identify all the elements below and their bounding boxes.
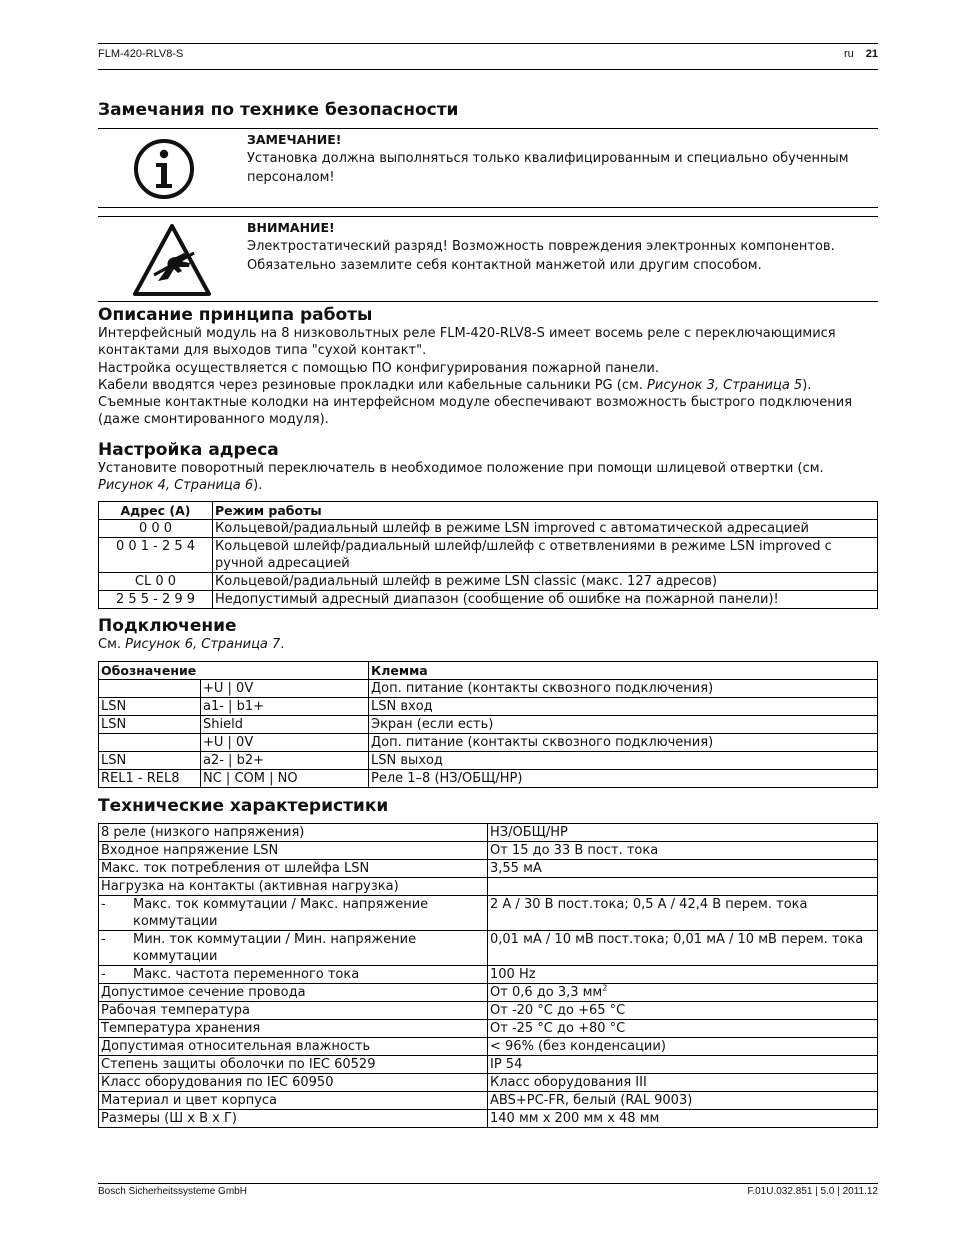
caution-text-2: Обязательно заземлите себя контактной манжетой или другим способом. [247, 258, 762, 273]
footer-doc-ref: F.01U.032.851 | 5.0 | 2011.12 [747, 1186, 878, 1197]
terminal-cell: Реле 1–8 (НЗ/ОБЩ/НР) [369, 770, 878, 788]
signal-cell: +U | 0V [201, 680, 369, 698]
table-header-row [99, 502, 878, 520]
table-row [99, 878, 878, 896]
designation-cell [99, 680, 201, 698]
table-row [99, 573, 878, 591]
connection-text-body: См. [98, 637, 126, 652]
designation-cell: REL1 - REL8 [99, 770, 201, 788]
signal-cell: NC | COM | NO [201, 770, 369, 788]
spec-name: Допустимое сечение провода [99, 984, 488, 1002]
spec-name: Температура хранения [99, 1020, 488, 1038]
notice-text: Установка должна выполняться только квалифицированным и специально обученным персоналом! [247, 151, 849, 185]
terminal-cell: LSN выход [369, 752, 878, 770]
safety-heading: Замечания по технике безопасности [98, 100, 459, 120]
figure-ref-3[interactable]: Рисунок 3, Страница 5 [647, 377, 803, 393]
table-row [99, 520, 878, 538]
table-row [99, 842, 878, 860]
esd-warning-icon [132, 223, 212, 297]
info-icon [132, 137, 196, 201]
spec-name: Размеры (Ш x В x Г) [99, 1110, 488, 1128]
table-row [99, 931, 878, 966]
table-row [99, 770, 878, 788]
spec-name: 8 реле (низкого напряжения) [99, 824, 488, 842]
list-dash: - [101, 932, 106, 947]
spec-value: 140 мм x 200 мм x 48 мм [488, 1110, 878, 1128]
figure-ref-4[interactable]: Рисунок 4, Страница 6 [98, 478, 254, 494]
page-info [844, 48, 878, 60]
description-p4: Съемные контактные колодки на интерфейсном модуле обеспечивают возможность быстрого подключения (даже смонтированного модуля). [98, 395, 853, 428]
list-dash: - [101, 967, 106, 982]
connection-text-end: . [280, 637, 285, 652]
spec-name: Нагрузка на контакты (активная нагрузка) [99, 878, 488, 896]
address-cell: CL 0 0 [99, 573, 213, 591]
doc-id: FLM-420-RLV8-S [98, 48, 184, 60]
address-text-body: Установите поворотный переключатель в необходимое положение при помощи шлицевой отвертки (см. [98, 461, 824, 476]
spec-value: 2 A / 30 В пост.тока; 0,5 A / 42,4 В перем. тока [488, 896, 878, 931]
header-top-rule [98, 43, 878, 44]
notice-title: ЗАМЕЧАНИЕ! [247, 132, 342, 147]
connection-heading: Подключение [98, 616, 237, 636]
spec-name-text: Макс. частота переменного тока [133, 967, 360, 982]
spec-value: 0,01 мА / 10 мВ пост.тока; 0,01 мА / 10 мВ перем. тока [488, 931, 878, 966]
list-dash: - [101, 897, 106, 912]
spec-name-text: Макс. ток коммутации / Макс. напряжение коммутации [133, 897, 429, 929]
table-row [99, 860, 878, 878]
spec-name [99, 931, 488, 966]
table-row [99, 1056, 878, 1074]
caution-title: ВНИМАНИЕ! [247, 220, 335, 235]
signal-cell: +U | 0V [201, 734, 369, 752]
table-row [99, 538, 878, 573]
spec-name: Степень защиты оболочки по IEC 60529 [99, 1056, 488, 1074]
footer-rule [98, 1183, 878, 1184]
table-row [99, 680, 878, 698]
mode-cell: Кольцевой/радиальный шлейф в режиме LSN improved с автоматической адресацией [213, 520, 878, 538]
table-row [99, 716, 878, 734]
spec-name [99, 896, 488, 931]
table-row [99, 1074, 878, 1092]
terminal-cell: Экран (если есть) [369, 716, 878, 734]
description-p3-end: ). [802, 377, 812, 393]
signal-cell: Shield [201, 716, 369, 734]
spec-value [488, 984, 878, 1002]
table-row [99, 824, 878, 842]
col-address: Адрес (А) [99, 502, 213, 520]
address-cell: 0 0 0 [99, 520, 213, 538]
terminal-cell: LSN вход [369, 698, 878, 716]
specs-heading: Технические характеристики [98, 796, 389, 816]
table-header-row [99, 662, 878, 680]
address-cell: 2 5 5 - 2 9 9 [99, 591, 213, 609]
spec-name: Рабочая температура [99, 1002, 488, 1020]
mode-cell: Недопустимый адресный диапазон (сообщение об ошибке на пожарной панели)! [213, 591, 878, 609]
address-cell: 0 0 1 - 2 5 4 [99, 538, 213, 573]
spec-value-text: От 0,6 до 3,3 мм [490, 985, 603, 1000]
description-heading: Описание принципа работы [98, 305, 373, 325]
page-number: 21 [865, 48, 878, 60]
signal-cell: a1- | b1+ [201, 698, 369, 716]
col-terminal: Клемма [369, 662, 878, 680]
terminal-cell: Доп. питание (контакты сквозного подключения) [369, 680, 878, 698]
designation-cell: LSN [99, 752, 201, 770]
spec-value: 3,55 мА [488, 860, 878, 878]
connection-text [98, 636, 878, 653]
description-p3 [98, 377, 878, 394]
spec-value: ABS+PC-FR, белый (RAL 9003) [488, 1092, 878, 1110]
table-row [99, 1092, 878, 1110]
mode-cell: Кольцевой/радиальный шлейф в режиме LSN classic (макс. 127 адресов) [213, 573, 878, 591]
figure-ref-6[interactable]: Рисунок 6, Страница 7 [125, 637, 281, 652]
table-row [99, 734, 878, 752]
spec-value: НЗ/ОБЩ/НР [488, 824, 878, 842]
designation-cell [99, 734, 201, 752]
spec-value: IP 54 [488, 1056, 878, 1074]
caution-block [98, 216, 878, 302]
signal-cell: a2- | b2+ [201, 752, 369, 770]
designation-cell: LSN [99, 716, 201, 734]
description-body [98, 325, 878, 429]
description-p1: Интерфейсный модуль на 8 низковольтных реле FLM-420-RLV8-S имеет восемь реле с переключающимися контактами для выходов типа "сухой контакт". [98, 326, 836, 359]
address-text [98, 460, 878, 495]
table-row [99, 591, 878, 609]
spec-name: Входное напряжение LSN [99, 842, 488, 860]
notice-block [98, 128, 878, 208]
language-code: ru [843, 48, 854, 60]
designation-cell: LSN [99, 698, 201, 716]
table-row [99, 896, 878, 931]
spec-value [488, 878, 878, 896]
address-heading: Настройка адреса [98, 440, 279, 460]
spec-name: Допустимая относительная влажность [99, 1038, 488, 1056]
caution-text-1: Электростатический разряд! Возможность повреждения электронных компонентов. [247, 239, 835, 254]
specs-table [98, 823, 878, 1128]
description-p2: Настройка осуществляется с помощью ПО конфигурирования пожарной панели. [98, 360, 659, 376]
col-mode: Режим работы [213, 502, 878, 520]
terminal-cell: Доп. питание (контакты сквозного подключения) [369, 734, 878, 752]
address-text-end: ). [253, 478, 263, 494]
spec-name [99, 966, 488, 984]
table-row [99, 1002, 878, 1020]
spec-name: Материал и цвет корпуса [99, 1092, 488, 1110]
spec-value: 100 Hz [488, 966, 878, 984]
col-designation: Обозначение [99, 662, 369, 680]
table-row [99, 698, 878, 716]
spec-value: От 15 до 33 В пост. тока [488, 842, 878, 860]
connection-table [98, 661, 878, 788]
spec-name: Класс оборудования по IEC 60950 [99, 1074, 488, 1092]
table-row [99, 1020, 878, 1038]
address-table [98, 501, 878, 609]
spec-value: Класс оборудования III [488, 1074, 878, 1092]
table-row [99, 1110, 878, 1128]
table-row [99, 984, 878, 1002]
table-row [99, 1038, 878, 1056]
spec-name: Макс. ток потребления от шлейфа LSN [99, 860, 488, 878]
footer-company: Bosch Sicherheitssysteme GmbH [98, 1186, 247, 1197]
superscript: 2 [602, 983, 608, 993]
table-row [99, 966, 878, 984]
table-row [99, 752, 878, 770]
mode-cell: Кольцевой шлейф/радиальный шлейф/шлейф с ответвлениями в режиме LSN improved с ручной адресацией [213, 538, 878, 573]
description-p3-text: Кабели вводятся через резиновые прокладки или кабельные сальники PG (см. [98, 377, 648, 393]
spec-name-text: Мин. ток коммутации / Мин. напряжение коммутации [133, 932, 417, 964]
spec-value: От -20 °C до +65 °C [488, 1002, 878, 1020]
header-bottom-rule [98, 69, 878, 70]
spec-value: < 96% (без конденсации) [488, 1038, 878, 1056]
spec-value: От -25 °C до +80 °C [488, 1020, 878, 1038]
